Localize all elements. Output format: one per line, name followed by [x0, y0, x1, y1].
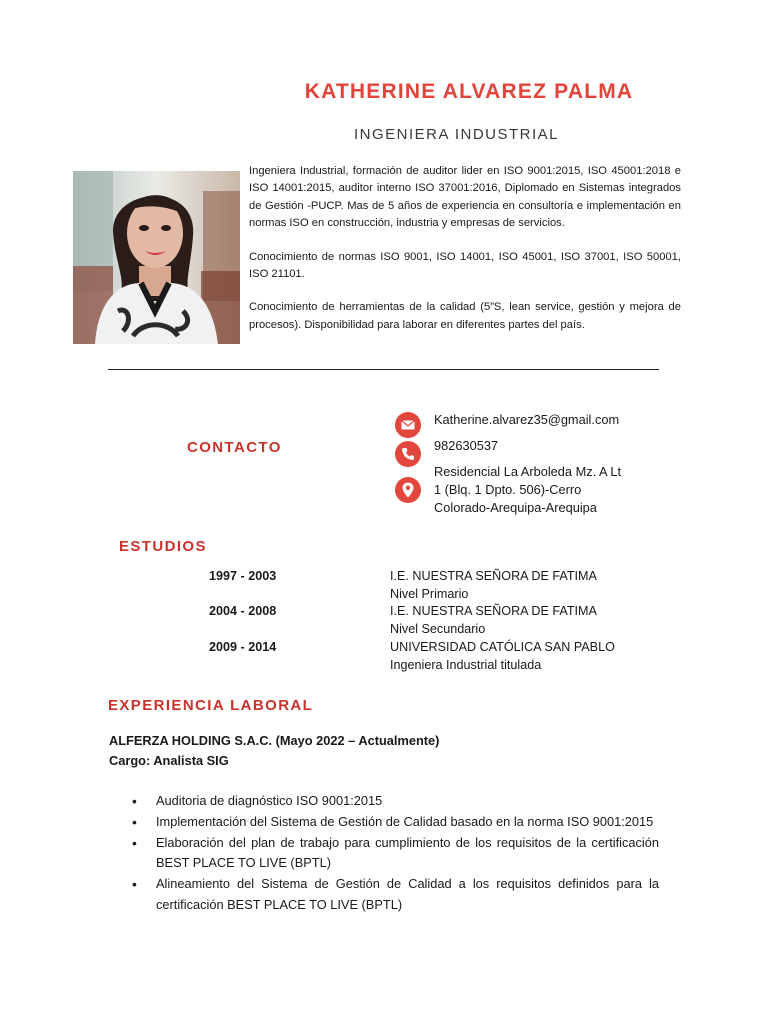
- summary-paragraph: Conocimiento de herramientas de la calidad (5”S, lean service, gestión y mejora de procesos). Disponibilidad para laborar en diferentes partes del país.: [249, 301, 681, 331]
- job-role: Cargo: Analista SIG: [109, 752, 229, 768]
- location-pin-icon: [395, 477, 421, 503]
- contact-address: [434, 463, 621, 517]
- job-responsibilities-list: [130, 791, 659, 916]
- contact-heading: CONTACTO: [187, 439, 282, 456]
- phone-icon: [395, 441, 421, 467]
- summary-paragraph: Ingeniera Industrial, formación de auditor lider en ISO 9001:2015, ISO 45001:2018 e ISO 14001:2015, auditor interno ISO 37001:2016, Diplomado en Sistemas integrados de Gestión -PUCP. Mas de 5 años de experiencia en consultoría e implementación en normas ISO en construcción, industria y empresas de servicios.: [249, 165, 681, 230]
- profile-summary: [249, 163, 681, 350]
- job-company: ALFERZA HOLDING S.A.C. (Mayo 2022 – Actualmente): [109, 733, 440, 748]
- candidate-profession: INGENIERA INDUSTRIAL: [353, 126, 560, 143]
- study-level: Nivel Secundario: [390, 622, 486, 636]
- studies-heading: ESTUDIOS: [119, 538, 207, 555]
- list-item: • Elaboración del plan de trabajo para cumplimiento de los requisitos de la certificación BEST PLACE TO LIVE (BPTL): [130, 833, 659, 875]
- study-institution: [390, 567, 597, 603]
- study-level: Ingeniera Industrial titulada: [390, 658, 542, 672]
- study-institution: [390, 602, 597, 638]
- contact-email[interactable]: Katherine.alvarez35@gmail.com: [434, 412, 620, 427]
- list-item: • Auditoria de diagnóstico ISO 9001:2015: [130, 791, 659, 812]
- summary-paragraph: Conocimiento de normas ISO 9001, ISO 14001, ISO 45001, ISO 37001, ISO 50001, ISO 21101.: [249, 250, 681, 281]
- study-level: Nivel Primario: [390, 587, 469, 601]
- list-item: • Implementación del Sistema de Gestión de Calidad basado en la norma ISO 9001:2015: [130, 812, 659, 833]
- study-school-name: UNIVERSIDAD CATÓLICA SAN PABLO: [390, 640, 615, 654]
- study-school-name: I.E. NUESTRA SEÑORA DE FATIMA: [390, 569, 597, 583]
- study-years: 2004 - 2008: [209, 604, 277, 618]
- study-years: 2009 - 2014: [209, 640, 277, 654]
- horizontal-divider: [108, 369, 659, 370]
- address-line: Colorado-Arequipa-Arequipa: [434, 500, 597, 515]
- mail-icon: [395, 412, 421, 438]
- contact-address-row: [395, 464, 695, 517]
- study-school-name: I.E. NUESTRA SEÑORA DE FATIMA: [390, 604, 597, 618]
- contact-phone[interactable]: 982630537: [434, 438, 499, 453]
- experience-heading: EXPERIENCIA LABORAL: [108, 697, 314, 714]
- study-institution: [390, 638, 615, 674]
- study-years: 1997 - 2003: [209, 569, 277, 583]
- address-line: 1 (Blq. 1 Dpto. 506)-Cerro: [434, 482, 582, 497]
- job-header: [109, 731, 439, 770]
- contact-email-row: [395, 412, 695, 438]
- address-line: Residencial La Arboleda Mz. A Lt: [434, 464, 622, 479]
- candidate-name: KATHERINE ALVAREZ PALMA: [304, 80, 634, 103]
- profile-photo: [73, 171, 240, 344]
- list-item: • Alineamiento del Sistema de Gestión de Calidad a los requisitos definidos para la certificación BEST PLACE TO LIVE (BPTL): [130, 874, 659, 916]
